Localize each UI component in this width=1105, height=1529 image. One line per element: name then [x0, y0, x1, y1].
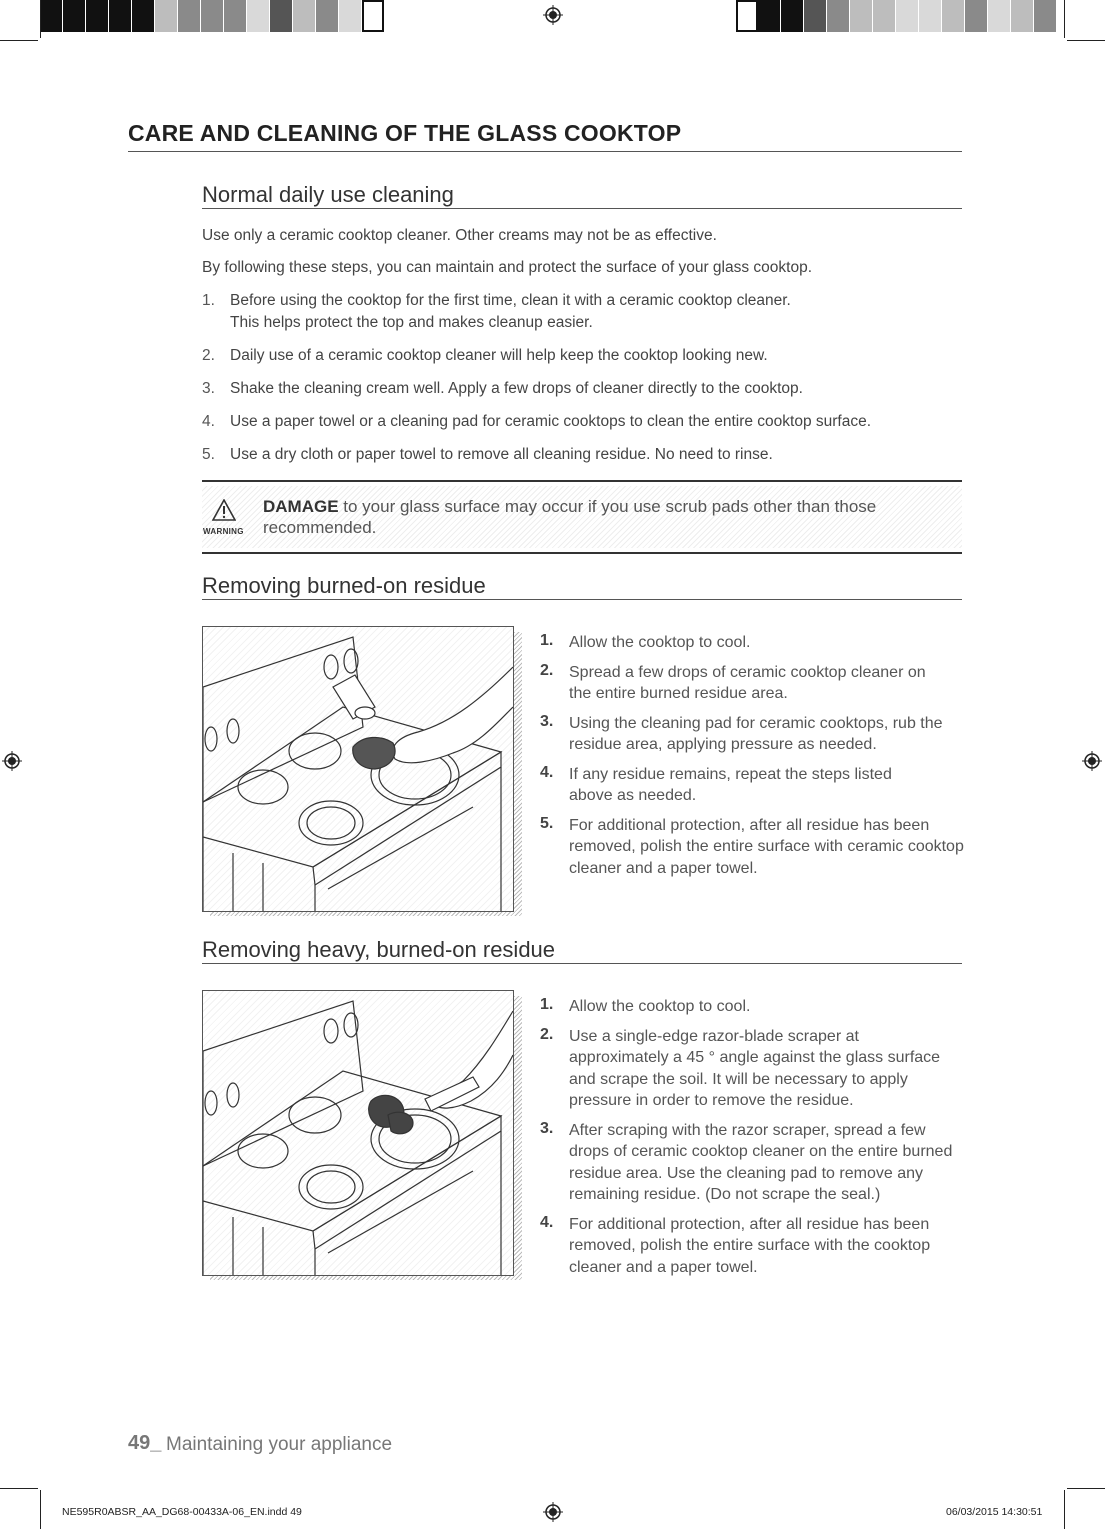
list-item [540, 1026, 970, 1112]
step-number: 4. [540, 763, 554, 781]
crop-mark [1064, 1490, 1065, 1529]
step-text: Use a paper towel or a cleaning pad for ceramic cooktops to clean the entire cooktop surface. [230, 413, 872, 430]
title-rule [128, 151, 962, 152]
list-item [540, 662, 970, 705]
step-text: Use a dry cloth or paper towel to remove all cleaning residue. No need to rinse. [230, 446, 773, 463]
step-text: Before using the cooktop for the first time, clean it with a ceramic cooktop cleaner. [230, 292, 791, 309]
section-rule [202, 208, 962, 209]
section-heading-burned-residue: Removing burned-on residue [202, 573, 486, 598]
section-rule [202, 963, 962, 964]
heavy-residue-steps [540, 996, 970, 1286]
intro-paragraph: By following these steps, you can maintain and protect the surface of your glass cooktop. [202, 259, 813, 276]
page-number: 49_ [128, 1432, 162, 1454]
step-number: 3. [202, 380, 215, 397]
step-text: This helps protect the top and makes cleanup easier. [230, 314, 593, 331]
step-number: 3. [540, 1119, 554, 1137]
crop-mark [40, 1490, 41, 1529]
step-number: 2. [540, 661, 554, 679]
step-text: Shake the cleaning cream well. Apply a few drops of cleaner directly to the cooktop. [230, 380, 803, 397]
step-number: 5. [540, 814, 554, 832]
step-text: Allow the cooktop to cool. [569, 634, 751, 651]
warning-rule-top [202, 480, 962, 482]
list-item [540, 996, 970, 1018]
step-text: Allow the cooktop to cool. [569, 998, 751, 1015]
step-text: If any residue remains, repeat the steps listed above as needed. [569, 765, 892, 804]
list-item [540, 632, 970, 654]
step-text: Spread a few drops of ceramic cooktop cleaner on the entire burned residue area. [569, 663, 926, 702]
list-item [540, 1120, 970, 1206]
illustration-cleaning-cooktop [202, 626, 514, 912]
cooktop-scraping-drawing [203, 991, 513, 1275]
step-number: 2. [540, 1025, 554, 1043]
step-number: 2. [202, 347, 215, 364]
step-text: Using the cleaning pad for ceramic cooktops, rub the residue area, applying pressure as needed. [569, 714, 943, 753]
list-item [540, 713, 970, 756]
color-calibration-bar-right [736, 0, 1057, 32]
section-heading-heavy-residue: Removing heavy, burned-on residue [202, 937, 556, 962]
step-number: 5. [202, 446, 215, 463]
warning-message: to your glass surface may occur if you use scrub pads other than those recommended. [263, 497, 877, 537]
illustration-scraping-cooktop [202, 990, 514, 1276]
burned-residue-steps [540, 632, 970, 887]
warning-triangle-icon [212, 499, 236, 521]
step-text: After scraping with the razor scraper, spread a few drops of ceramic cooktop cleaner on the entire burned residue area. Use the cleaning pad to remove any remaining residue. (Do not scrape the seal.) [569, 1121, 953, 1203]
warning-label: WARNING [203, 527, 244, 536]
registration-mark-top-icon [543, 5, 563, 25]
crop-mark [0, 40, 38, 41]
step-number: 1. [540, 996, 554, 1013]
step-number: 4. [540, 1213, 554, 1231]
crop-mark [0, 1488, 38, 1489]
page-title: CARE AND CLEANING OF THE GLASS COOKTOP [128, 120, 682, 146]
warning-text [263, 496, 913, 538]
print-slug-datetime: 06/03/2015 14:30:51 [946, 1506, 1043, 1518]
registration-mark-right-icon [1082, 751, 1102, 771]
color-calibration-bar-left [40, 0, 384, 32]
step-number: 1. [202, 292, 215, 309]
crop-mark [1067, 1488, 1105, 1489]
registration-mark-left-icon [2, 751, 22, 771]
step-text: Daily use of a ceramic cooktop cleaner will help keep the cooktop looking new. [230, 347, 768, 364]
section-heading-normal-cleaning: Normal daily use cleaning [202, 182, 454, 207]
list-item [540, 764, 970, 807]
warning-emphasis: DAMAGE [263, 497, 339, 516]
step-text: For additional protection, after all residue has been removed, polish the entire surface with the cooktop cleaner and a paper towel. [569, 1215, 931, 1276]
crop-mark [40, 0, 41, 38]
crop-mark [1067, 40, 1105, 41]
section-rule [202, 599, 962, 600]
step-number: 1. [540, 632, 554, 649]
registration-mark-bottom-icon [543, 1502, 563, 1522]
step-text: For additional protection, after all residue has been removed, polish the entire surface with ceramic cooktop cleaner and a paper towel. [569, 816, 964, 877]
step-number: 4. [202, 413, 215, 430]
step-number: 3. [540, 712, 554, 730]
footer-section-title: Maintaining your appliance [166, 1434, 393, 1455]
list-item [540, 1214, 970, 1279]
cooktop-cleaning-drawing [203, 627, 513, 911]
print-slug-filename: NE595R0ABSR_AA_DG68-00433A-06_EN.indd 49 [62, 1506, 302, 1518]
intro-paragraph: Use only a ceramic cooktop cleaner. Other creams may not be as effective. [202, 227, 717, 244]
warning-rule-bottom [202, 552, 962, 554]
step-text: Use a single-edge razor-blade scraper at approximately a 45 ° angle against the glass surface and scrape the soil. It will be necessary to apply pressure in order to remove the residue. [569, 1027, 941, 1109]
list-item [540, 815, 970, 880]
crop-mark [1064, 0, 1065, 38]
